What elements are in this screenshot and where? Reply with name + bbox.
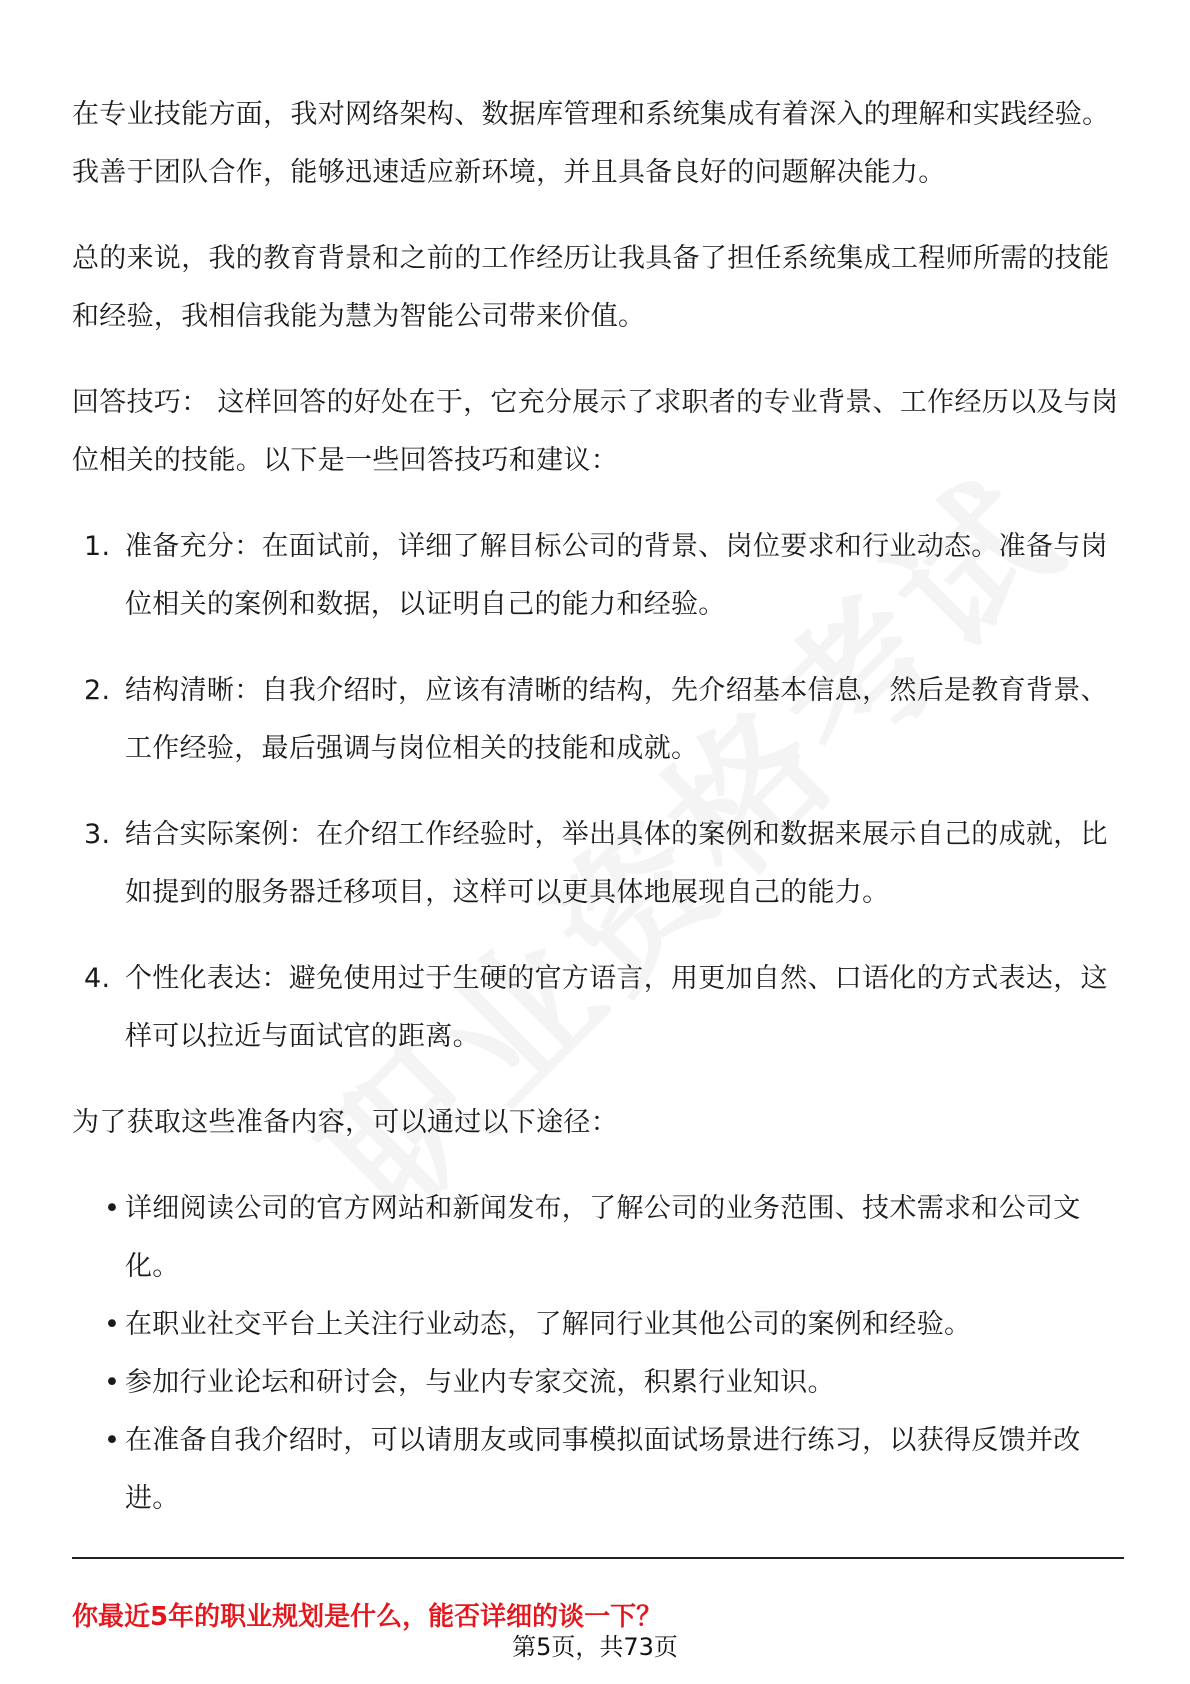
bullet-icon: •: [104, 1309, 121, 1340]
list-item: [72, 950, 1122, 1066]
page-number: 第5页，共73页: [512, 1633, 678, 1661]
paragraph-answer-tips: 回答技巧： 这样回答的好处在于，它充分展示了求职者的专业背景、工作经历以及与岗位相关的技能。以下是一些回答技巧和建议：: [72, 387, 1119, 476]
list-item: [72, 1296, 1122, 1354]
list-item-text: 准备充分：在面试前，详细了解目标公司的背景、岗位要求和行业动态。准备与岗位相关的案例和数据，以证明自己的能力和经验。: [125, 531, 1108, 620]
list-number: 4.: [84, 963, 111, 994]
paragraph-summary: 总的来说，我的教育背景和之前的工作经历让我具备了担任系统集成工程师所需的技能和经验，我相信我能为慧为智能公司带来价值。: [72, 243, 1110, 332]
section-divider: [72, 1557, 1124, 1559]
list-item-text: 结构清晰：自我介绍时，应该有清晰的结构，先介绍基本信息，然后是教育背景、工作经验，最后强调与岗位相关的技能和成就。: [125, 675, 1108, 764]
paragraph-prep-intro: 为了获取这些准备内容，可以通过以下途径：: [72, 1107, 618, 1138]
bullet-icon: •: [104, 1425, 121, 1456]
list-item-text: 详细阅读公司的官方网站和新闻发布，了解公司的业务范围、技术需求和公司文化。: [125, 1193, 1081, 1282]
prep-list: [72, 1180, 1122, 1528]
list-item: [72, 1180, 1122, 1296]
list-item: [72, 518, 1122, 634]
list-item: [72, 806, 1122, 922]
list-item-text: 结合实际案例：在介绍工作经验时，举出具体的案例和数据来展示自己的成就，比如提到的服务器迁移项目，这样可以更具体地展现自己的能力。: [125, 819, 1108, 908]
bullet-icon: •: [104, 1367, 121, 1398]
list-number: 1.: [84, 531, 111, 562]
page-content: [72, 86, 1122, 1528]
list-number: 3.: [84, 819, 111, 850]
tips-list: [72, 518, 1122, 1066]
list-item-text: 个性化表达：避免使用过于生硬的官方语言，用更加自然、口语化的方式表达，这样可以拉近与面试官的距离。: [125, 963, 1108, 1052]
bullet-icon: •: [104, 1193, 121, 1224]
paragraph-skills: 在专业技能方面，我对网络架构、数据库管理和系统集成有着深入的理解和实践经验。我善于团队合作，能够迅速适应新环境，并且具备良好的问题解决能力。: [72, 99, 1110, 188]
list-item-text: 在职业社交平台上关注行业动态，了解同行业其他公司的案例和经验。: [125, 1309, 972, 1340]
next-question-heading: 你最近5年的职业规划是什么，能否详细的谈一下？: [72, 1602, 663, 1632]
list-item-text: 参加行业论坛和研讨会，与业内专家交流，积累行业知识。: [125, 1367, 835, 1398]
list-item: [72, 662, 1122, 778]
list-item: [72, 1412, 1122, 1528]
list-number: 2.: [84, 675, 111, 706]
list-item-text: 在准备自我介绍时，可以请朋友或同事模拟面试场景进行练习，以获得反馈并改进。: [125, 1425, 1081, 1514]
list-item: [72, 1354, 1122, 1412]
